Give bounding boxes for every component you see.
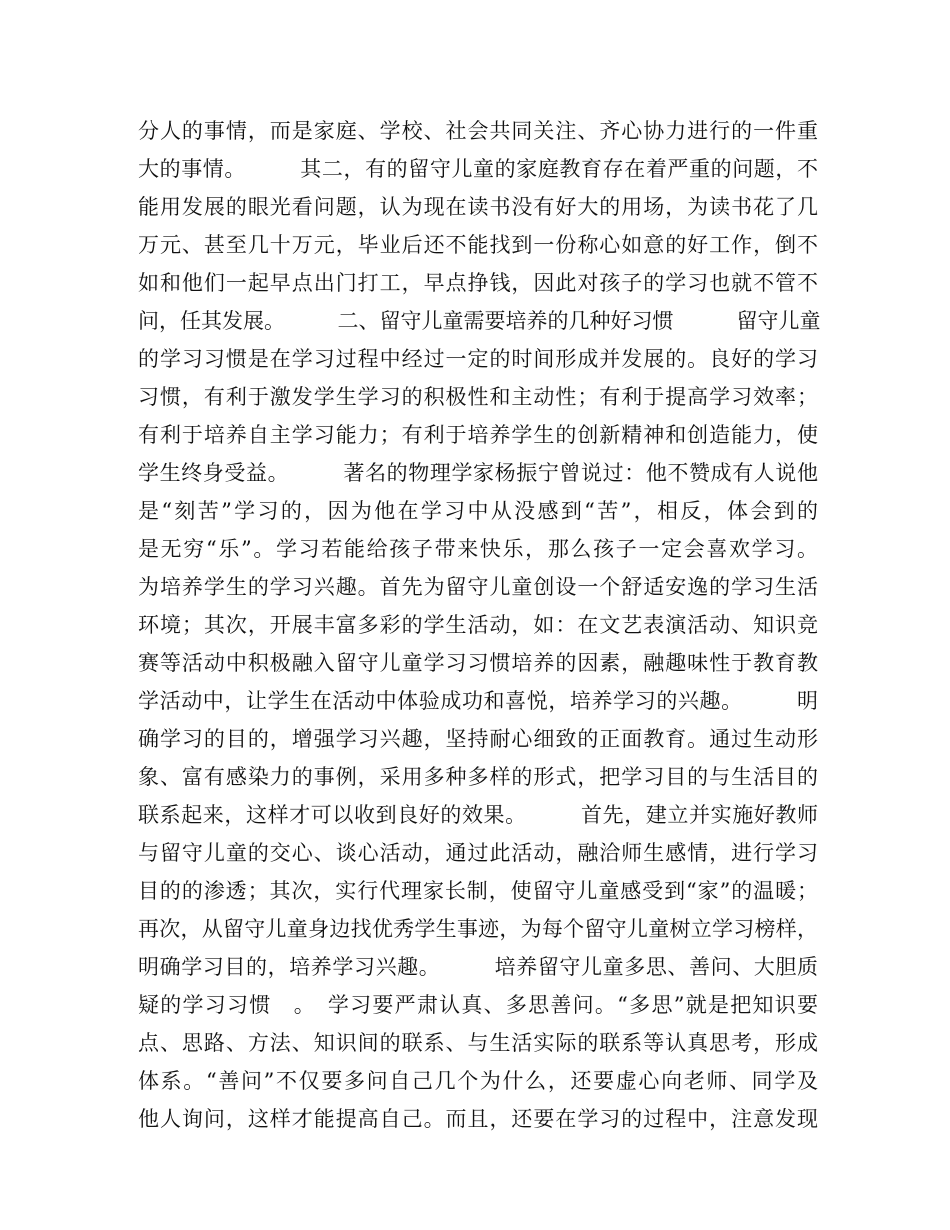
text-line: 习惯，有利于激发学生学习的积极性和主动性；有利于提高学习效率； — [138, 385, 818, 409]
text-line: 他人询问，这样才能提高自己。而且，还要在学习的过程中，注意发现 — [138, 1107, 818, 1131]
text-line: 学活动中，让学生在活动中体验成功和喜悦，培养学习的兴趣。 明 — [138, 689, 818, 713]
text-line: 点、思路、方法、知识间的联系、与生活实际的联系等认真思考，形成 — [138, 1031, 818, 1055]
text-line: 明确学习目的，培养学习兴趣。 培养留守儿童多思、善问、大胆质 — [138, 955, 818, 979]
text-line: 的学习习惯是在学习过程中经过一定的时间形成并发展的。良好的学习 — [138, 347, 818, 371]
text-line: 能用发展的眼光看问题，认为现在读书没有好大的用场，为读书花了几 — [138, 195, 818, 219]
text-line: 再次，从留守儿童身边找优秀学生事迹，为每个留守儿童树立学习榜样， — [138, 917, 818, 941]
text-line: 是“刻苦”学习的，因为他在学习中从没感到“苦”，相反，体会到的 — [138, 499, 818, 523]
text-line: 问，任其发展。 二、留守儿童需要培养的几种好习惯 留守儿童 — [138, 309, 821, 333]
text-line: 环境；其次，开展丰富多彩的学生活动，如：在文艺表演活动、知识竞 — [138, 613, 818, 637]
text-line: 与留守儿童的交心、谈心活动，通过此活动，融洽师生感情，进行学习 — [138, 841, 818, 865]
text-line: 体系。“善问”不仅要多问自己几个为什么，还要虚心向老师、同学及 — [138, 1069, 818, 1093]
text-line: 为培养学生的学习兴趣。首先为留守儿童创设一个舒适安逸的学习生活 — [138, 575, 818, 599]
text-line: 分人的事情，而是家庭、学校、社会共同关注、齐心协力进行的一件重 — [138, 119, 818, 143]
text-line: 目的的渗透；其次，实行代理家长制，使留守儿童感受到“家”的温暖； — [138, 879, 818, 903]
text-line: 是无穷“乐”。学习若能给孩子带来快乐，那么孩子一定会喜欢学习。 — [138, 537, 818, 561]
text-line: 大的事情。 其二，有的留守儿童的家庭教育存在着严重的问题，不 — [138, 157, 818, 181]
text-line: 万元、甚至几十万元，毕业后还不能找到一份称心如意的好工作，倒不 — [138, 233, 818, 257]
text-line: 有利于培养自主学习能力；有利于培养学生的创新精神和创造能力，使 — [138, 423, 818, 447]
text-line: 赛等活动中积极融入留守儿童学习习惯培养的因素，融趣味性于教育教 — [138, 651, 818, 675]
text-line: 确学习的目的，增强学习兴趣，坚持耐心细致的正面教育。通过生动形 — [138, 727, 818, 751]
text-line: 学生终身受益。 著名的物理学家杨振宁曾说过：他不赞成有人说他 — [138, 461, 818, 485]
text-line: 疑的学习习惯 。 学习要严肃认真、多思善问。“多思”就是把知识要 — [138, 993, 818, 1017]
body-text — [138, 112, 821, 1138]
text-line: 象、富有感染力的事例，采用多种多样的形式，把学习目的与生活目的 — [138, 765, 818, 789]
text-line: 联系起来，这样才可以收到良好的效果。 首先，建立并实施好教师 — [138, 803, 818, 827]
text-line: 如和他们一起早点出门打工，早点挣钱，因此对孩子的学习也就不管不 — [138, 271, 818, 295]
